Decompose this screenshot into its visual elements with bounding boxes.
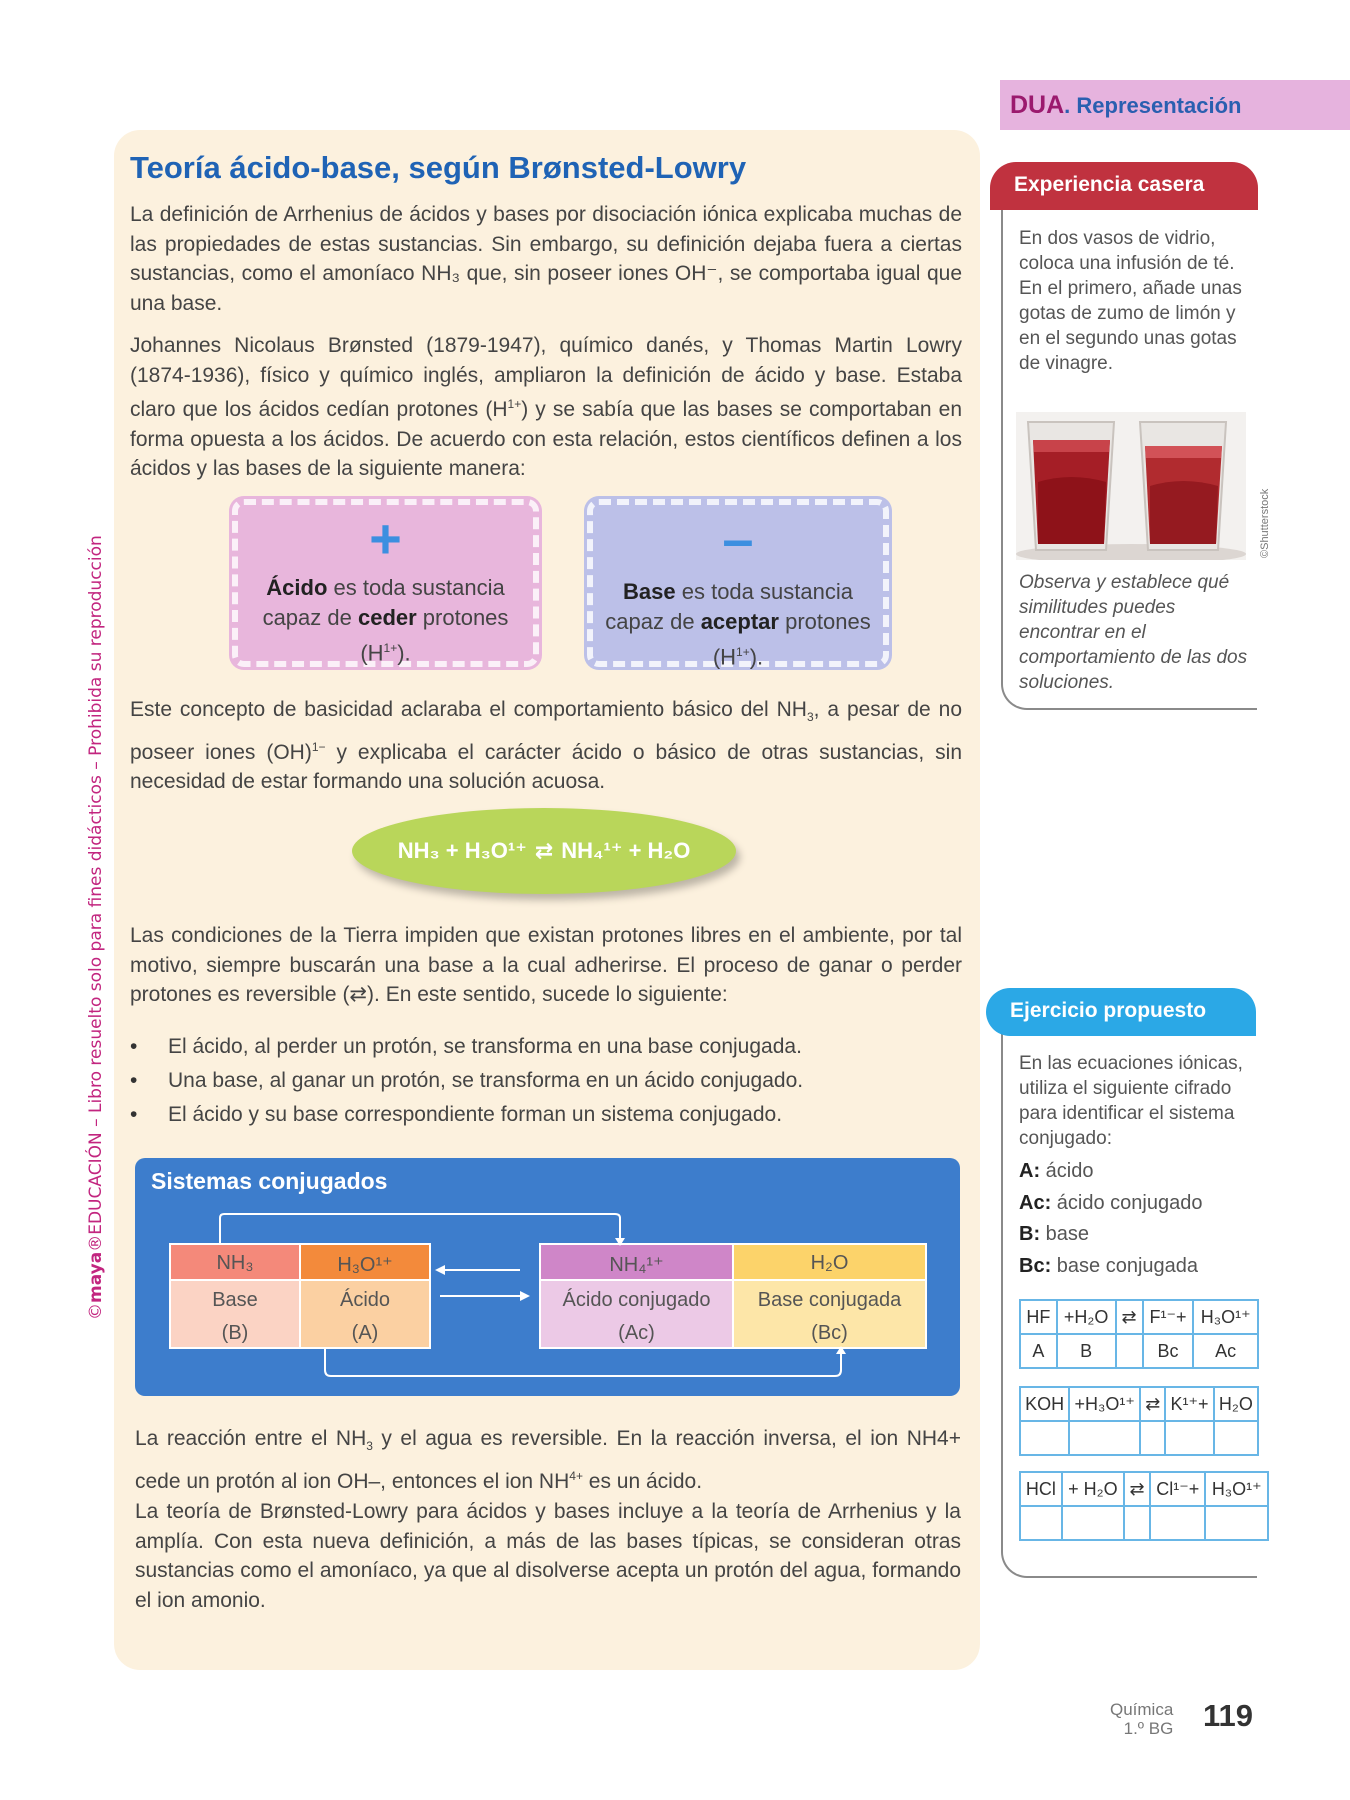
paragraph-reversible: La reacción entre el $NH_3$ y el agua es reversible. En la reacción inversa, el ion NH4+ cede un protón al ion OH–, entonces el ion $NH^{4+}$ es un ácido. xyxy=(135,1427,961,1493)
registered-symbol: ® xyxy=(86,1234,106,1252)
copyright-text: EDUCACIÓN – Libro resuelto solo para fines didácticos – Prohibida su reproducción xyxy=(86,535,106,1235)
experiencia-text: En dos vasos de vidrio, coloca una infusión de té. En el primero, añade unas gotas de zumo de limón y en el segundo unas gotas de vinagre. xyxy=(1019,228,1242,374)
conj-formula: H₂O xyxy=(810,1252,849,1274)
answer-input-cell[interactable] xyxy=(1150,1506,1205,1540)
answer-input-cell[interactable] xyxy=(1124,1506,1150,1540)
dua-title: DUA. Representación xyxy=(1010,91,1242,119)
list-item: • Una base, al ganar un protón, se transforma en un ácido conjugado. xyxy=(130,1064,803,1098)
answer-cell: A xyxy=(1020,1334,1057,1368)
cipher-key: Ac: ácido conjugado xyxy=(1019,1191,1203,1214)
answer-cell: B xyxy=(1057,1334,1116,1368)
list-item: • El ácido y su base correspondiente forman un sistema conjugado. xyxy=(130,1098,803,1132)
list-item: • El ácido, al perder un protón, se transforma en una base conjugada. xyxy=(130,1030,803,1064)
equation-right: NH₄¹⁺ + H₂O xyxy=(561,838,691,863)
copyright-symbol: © xyxy=(86,1303,106,1320)
answer-input-cell[interactable] xyxy=(1069,1421,1140,1455)
bottom-connector xyxy=(325,1348,841,1376)
equilibrium-arrow-icon: ⇄ xyxy=(1116,1300,1143,1334)
experiencia-caption: Observa y establece qué similitudes puedes encontrar en el comportamiento de las dos soluciones. xyxy=(1019,572,1248,693)
answer-input-cell[interactable] xyxy=(1214,1421,1258,1455)
ejercicio-text: En las ecuaciones iónicas, utiliza el siguiente cifrado para identificar el sistema conjugado: xyxy=(1019,1053,1243,1149)
footer-subject: Química 1.º BG xyxy=(1110,1700,1174,1738)
ionic-equation-table-2: KOH +H₃O¹⁺ ⇄ K¹⁺+ H₂O xyxy=(1019,1386,1259,1456)
equilibrium-arrow-icon: ⇄ xyxy=(1124,1472,1150,1506)
answer-input-cell[interactable] xyxy=(1165,1421,1213,1455)
conj-role: Base conjugada xyxy=(757,1289,902,1311)
answer-input-cell[interactable] xyxy=(1062,1506,1124,1540)
paragraph-arrhenius: La definición de Arrhenius de ácidos y bases por disociación iónica explicaba muchas de las propiedades de estas sustancias. Sin embargo, su definición dejaba fuera a ciertas sustancias, como el amoníaco NH₃ que, sin poseer iones OH⁻, se comportaba igual que una base. xyxy=(130,203,962,315)
cipher-key: A: ácido xyxy=(1019,1160,1094,1182)
base-definition-box: – Base es toda sustancia capaz de aceptar protones $(H^{1+})$. xyxy=(587,499,889,667)
conj-formula: H₃O¹⁺ xyxy=(337,1254,393,1276)
cipher-key: B: base xyxy=(1019,1223,1090,1245)
equation-ellipse xyxy=(352,808,736,894)
conjugate-systems-diagram xyxy=(135,1158,960,1396)
minus-icon: – xyxy=(722,507,754,570)
bullet-list xyxy=(130,1030,803,1132)
answer-input-cell[interactable] xyxy=(1020,1421,1069,1455)
brand-logo: maya xyxy=(86,1251,106,1303)
answer-input-cell[interactable] xyxy=(1140,1421,1165,1455)
arrow-right-icon xyxy=(520,1291,530,1301)
page-number: 119 xyxy=(1203,1698,1254,1733)
page-title: Teoría ácido-base, según Brønsted-Lowry xyxy=(130,150,747,185)
conj-code: (B) xyxy=(221,1322,249,1344)
conj-formula: NH₃ xyxy=(216,1252,254,1274)
conj-code: (Bc) xyxy=(811,1322,848,1344)
answer-cell xyxy=(1116,1334,1143,1368)
conj-role: Base xyxy=(212,1289,258,1311)
conj-role: Ácido xyxy=(339,1289,391,1311)
acid-definition-box: + Ácido es toda sustancia capaz de ceder protones $(H^{1+})$. xyxy=(232,499,539,667)
conj-code: (A) xyxy=(351,1322,379,1344)
equilibrium-arrow-icon: ⇄ xyxy=(1140,1387,1165,1421)
answer-input-cell[interactable] xyxy=(1205,1506,1268,1540)
top-connector xyxy=(220,1214,620,1244)
ionic-equation-table-1: HF +H₂O ⇄ F¹⁻+ H₃O¹⁺ A B Bc Ac xyxy=(1019,1299,1259,1369)
experiencia-tab: Experiencia casera xyxy=(990,162,1258,210)
equation-left: NH₃ + H₃O¹⁺ xyxy=(397,838,527,863)
conj-code: (Ac) xyxy=(618,1322,655,1344)
answer-cell: Bc xyxy=(1143,1334,1194,1368)
cipher-key: Bc: base conjugada xyxy=(1019,1254,1199,1277)
glasses-photo xyxy=(1016,412,1246,560)
conjugate-systems-title: Sistemas conjugados xyxy=(151,1168,388,1194)
ionic-equation-table-3: HCl + H₂O ⇄ Cl¹⁻+ H₃O¹⁺ xyxy=(1019,1471,1269,1541)
answer-cell: Ac xyxy=(1193,1334,1258,1368)
paragraph-bronsted: Johannes Nicolaus Brønsted (1879-1947), químico danés, y Thomas Martin Lowry (1874-1936), físico y químico inglés, ampliaron la definición de ácido y base. Estaba claro que los ácidos cedían protones $(H^{1+})$ y se sabía que las bases se comportaban en forma opuesta a los ácidos. De acuerdo con esta relación, estos científicos definen a los ácidos y las bases de la siguiente manera: xyxy=(130,334,962,480)
conj-formula: NH₄¹⁺ xyxy=(609,1254,664,1276)
cipher-key-list xyxy=(1019,1156,1255,1282)
answer-input-cell[interactable] xyxy=(1020,1506,1062,1540)
photo-credit: ©Shutterstock xyxy=(1259,488,1271,558)
conj-role: Ácido conjugado xyxy=(562,1289,711,1311)
arrow-left-icon xyxy=(435,1265,445,1275)
paragraph-conclusion: La teoría de Brønsted-Lowry para ácidos y bases incluye a la teoría de Arrhenius y la amplía. Con esta nueva definición, a más de las bases típicas, se consideran otras sustancias como el amoníaco, ya que al disolverse acepta un protón del agua, formando el ion amonio. xyxy=(135,1500,961,1612)
copyright-vertical xyxy=(86,535,106,1320)
ejercicio-tab: Ejercicio propuesto xyxy=(986,988,1256,1036)
equilibrium-arrow-icon: ⇄ xyxy=(534,838,554,863)
paragraph-basicity: Este concepto de basicidad aclaraba el comportamiento básico del $NH_3$, a pesar de no poseer iones (OH)$^{1-}$ y explicaba el carácter ácido o básico de otras sustancias, sin necesidad de estar formando una solución acuosa. xyxy=(130,698,962,794)
paragraph-earth-conditions: Las condiciones de la Tierra impiden que existan protones libres en el ambiente, por tal motivo, siempre buscarán una base a la cual adherirse. El proceso de ganar o perder protones es reversible (⇄). En este sentido, sucede lo siguiente: xyxy=(130,924,962,1006)
plus-icon: + xyxy=(369,507,402,570)
